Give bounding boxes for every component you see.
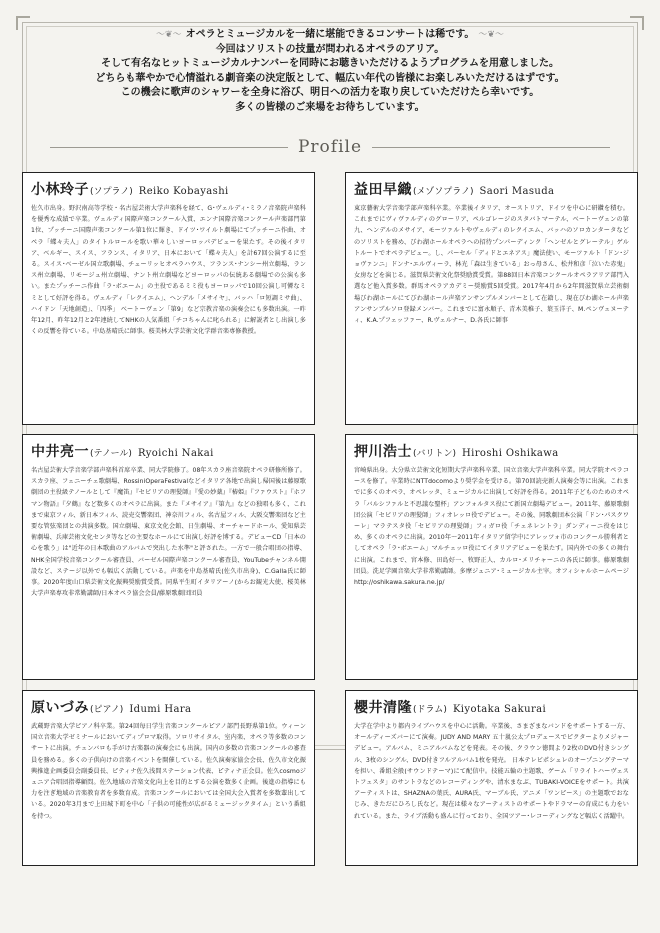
artist-roman-name: Ryoichi Nakai — [137, 448, 214, 459]
artist-card — [22, 434, 315, 680]
artist-part: (メゾソプラノ) — [413, 187, 474, 197]
artist-roman-name: Idumi Hara — [129, 704, 192, 715]
artist-bio: 宮崎県出身。大分県立芸術文化短期大学声楽科卒業、国立音楽大学声楽科卒業。同大学院オペラコースを修了。卒業時にNTTdocomoより奨学金を受ける。第70回読売新人演奏会等に出演。これまでに多くのオペラ、オペレッタ、ミュージカルに出演して好評を得る。2011年子どものためのオペラ「バルシファルと不思議な聖杯」アンフォルタス役にて新国立劇場デビュー。2011年、藤原歌劇団公演「セビリアの理髪師」フィオレッロ役でデビュー。その後、同歌劇団本公演「ドン･パスクワーレ」マラテスタ役「セビリアの理髪師」フィガロ役「チェネレントラ」ダンディーニ役をはじめ、多くのオペラに出演。2010年〜2011年イタリア留学中にアレッツォ市のコンクール勝利者としてオペラ「ラ･ボエーム」マルチェッロ役にてイタリアデビューを果たす。国内外での多くの舞台に出演。これまで、宮本修、田島好一、牧野正人、カルロ･メリチャーニの各氏に師事。藤原歌劇団員。洗足学園音楽大学非常勤講師。多摩ジュニア･ミュージカル主宰。オフィシャルホームページhttp://oshikawa.sakura.ne.jp/ — [354, 467, 629, 587]
artist-card — [22, 690, 315, 866]
corner-ornament — [630, 16, 644, 30]
artist-name: 原いづみ — [31, 700, 89, 716]
corner-ornament — [16, 16, 30, 30]
flourish-icon: 〜❦〜 — [478, 30, 504, 40]
intro-line: どちらも華やかで心情溢れる劇音楽の決定版として、幅広い年代の皆様にお楽しみいただけるはずです。 — [95, 72, 565, 84]
artist-part: (ピアノ) — [90, 705, 124, 715]
artist-bio: 武蔵野音楽大学ピアノ科卒業。第24回毎日学生音楽コンクールピアノ部門長野県第1位。ウィーン国立音楽大学ゼミナールにおいてディプロマ取得。ソロリサイタル、室内楽、オペラ等多数のコンサートに出演。チェンバロも手がけ古楽器の演奏会にも出演。国内の多数の音楽コンクールの審査員を務める。多くの子供向けの音楽イベントを開催している。佐久演奏家協会会長、佐久市文化振興推進企画委員会副委員長、ピティナ佐久浅間ステーション代表、ピティナ正会員。佐久cosmoジュニア合唱団指導顧問。佐久地域の音楽文化向上を目的とする公演を数多く企画。後進の指導にも力を注ぎ地域の音楽教育者を多数育成。音楽コンクールにおいては全国大会入賞者を多数輩出している。2020年3月まで上田城下町を中心「子供の可能性が広がるミュージックタイム」という番組を持つ。 — [31, 723, 306, 820]
footer — [24, 874, 644, 933]
artist-part: (ドラム) — [413, 705, 447, 715]
artist-part: (ソプラノ) — [90, 187, 133, 197]
artist-bio: 大学在学中より都内ライブハウスを中心に活動。卒業後、さまざまなバンドをサポートする一方、オールディーズバーにて演奏。JUDY AND MARY 五十嵐公太プロデュースでピクターよりメジャーデビュー。アルバム、ミニアルバムなどを発表。その後、クラウン徳間より2枚のDVD付きシングル、3枚のシングル、DVD付きフルアルバム1枚を発売。 日本テレビポシュレのオープニングテーマを担い、番組全般(サウンドテーマ)にて配信中。技能五輪の主題歌、ゲーム「リライトハーヴェストフェスタ」のサントラなどのレコーディングや、清水まなぶ、TUBAKI-VOICEをサポート。共演アーティストは、SHAZNAの葉氏、AURA氏、マーブル氏、アニメ「ワンピース」の主題歌でおなじみ、きただにひろし氏など。現在は様々なアーティストのサポートやドラマーの育成にも力をいれている。また、ライブ活動も盛んに行っており、全国ツアー･レコーディングなど幅広く活躍中。 — [354, 723, 629, 820]
artist-roman-name: Reiko Kobayashi — [138, 186, 229, 197]
divider — [372, 147, 610, 148]
artist-card — [345, 434, 638, 680]
artist-card — [22, 172, 315, 425]
artist-card — [345, 690, 638, 866]
artist-bio: 佐久市出身。野沢南高等学校・名古屋芸術大学声楽科を経て、G･ヴェルディ･ミラノ音楽院声楽科を優秀な成績で卒業。ヴェルディ国際声楽コンクール入賞、エンナ国際音楽コンクール声楽部門第1位、プッチーニ国際声楽コンクール第1位に輝き、ドイツ･ワイルト劇場にてプッチーニ作曲、オペラ「蝶々夫人」のタイトルロールを歌い華々しいヨーロッパデビューを果たす。その後イタリア、ベルギー、スイス、フランス、イタリア、日本において「蝶々夫人」を計67回公演するに至る。スイス･ベーゼル国立歌劇場、チューリッヒオペラハウス、フランス･ナンシー州立劇場、ランス州立劇場、リモージュ州立劇場、ナント州立劇場などヨーロッパの伝統ある劇場での公演も多い。またプッチーニ作曲「ラ･ボエーム」の主役であるミミ役もヨーロッパで10回公演し可憐なミミとして好評を得る。ヴェルディ「レクイエム」、ヘンデル「メサイヤ」、バッハ「ロ短調ミサ曲」、ハイドン「天地創造」、「四季」 ベートーヴェン「第9」など宗教音楽の演奏会にも多数出演。一昨年12月、昨年12月と2年連続してNHKの人気番組「チコちゃんに叱られる」に解説者とし出演し多くの反響を得ている。中島基晴氏に師事。桜美林大学芸術文化学群音楽専修教授。 — [31, 205, 306, 336]
artist-part: (バリトン) — [413, 449, 457, 459]
artist-roman-name: Kiyotaka Sakurai — [452, 704, 547, 715]
artist-card — [345, 172, 638, 425]
intro-line: オペラとミュージカルを一緒に堪能できるコンサートは稀です。 — [185, 29, 475, 40]
flourish-icon: 〜❦〜 — [156, 30, 182, 40]
artist-name: 櫻井清隆 — [354, 700, 412, 716]
artist-bio: 名古屋芸術大学音楽学部声楽科首席卒業、同大学院修了。08年スカラ座音楽院オペラ研修所修了。スカラ座、フェニーチェ歌劇場、RossiniOperaFestivalなどイタリア各地で出演し帰国後は藤原歌劇団の主役級テノールとして『魔笛』『セビリアの理髪師』『愛の妙薬』『椿姫』『ファウスト』『ホフマン物語』『夕鶴』など数多くのオペラに出演。また『メサイア』『第九』などの独唱も多く、これまで東京フィル、新日本フィル、読売交響楽団、神奈川フィル、名古屋フィル、大阪交響楽団など主要な管弦楽団との共演多数。国立劇場、東京文化会館、日生劇場、オーチャードホール、愛知県芸術劇場、兵庫芸術文化センタ等などの主要なホールにて出演し好評を博する。デビューCD「日本の心を歌う」は"近年の日本歌曲のアルバムで突出した水準"と評された。一方で一般合唱団の指導、NHK全国学校音楽コンクール審査員、バーゼル国際声楽コンクール審査員、YouTubeチャンネル開設など、ステージ以外でも幅広く活動している。声楽を中島基晴氏(佐久市出身)、C.Galla氏に師事。2020年度山口県芸術文化振興奨励賞受賞。同県平生町イタリアーノ(からお観光大使、桜美林大学声楽専攻非常勤講師/日本オペラ協会会員/藤原歌劇団団員 — [31, 467, 306, 598]
artist-name: 小林玲子 — [31, 182, 89, 198]
intro-line: 多くの皆様のご来場をお待ちしています。 — [235, 101, 425, 113]
intro-line: そして有名なヒットミュージカルナンバーを同時にお聴きいただけるようプログラムを用意しました。 — [101, 58, 559, 70]
artist-roman-name: Saori Masuda — [479, 186, 555, 197]
artist-name: 押川浩士 — [354, 444, 412, 460]
profile-title: Profile — [297, 137, 363, 157]
artist-bio: 東京藝術大学音楽学部声楽科卒業。卒業後イタリア、オーストリア、ドイツを中心に研鑽を積む。これまでにヴィヴァルディのグローリア、ペルゴレージのスタバトマーテル、ベートーヴェンの第九、ヘンデルのメサイア、モーツァルトやヴェルディのレクイエム、バッハのソロカンタータなどのソリストを務め、びわ湖ホールオペラへの招待プンパーディンク「ヘンゼルとグレーテル」ゲルトルートでオペラデビュー。し、パーセル「ディドとエネアス」魔法使い、モーツァルト「ドン･ジョヴァンニ」ドンナ･エルヴィーラ、林光「森は生きている」おっ母さん、松井和彦「泣いた赤鬼」女房などを演じる。滋賀県芸術文化祭奨励賞受賞。第88回日本音楽コンクールオペラアリア部門入選など他入賞多数。群馬オペラアカデミー奨励賞5回受賞。2017年4月から2年間滋賀県立芸術劇場びわ湖ホールにてびわ湖ホール声楽アンサンブルメンバーとして在籍し、現在びわ湖ホール声楽アンサンブルソロ登録メンバー。これまでに富永順子、青木美稚子、葉玉洋子、M.ペンヴェヌーティ、K.A.プフェッファー、R.ヴェルナー、D.各氏に師事 — [354, 205, 629, 325]
intro-line: この機会に歌声のシャワーを全身に浴び、明日への活力を取り戻していただけたら幸いです。 — [120, 87, 540, 99]
artist-part: (テノール) — [90, 449, 132, 459]
intro-line: 今回はソリストの技量が問われるオペラのアリア。 — [215, 43, 445, 55]
intro-text — [40, 28, 620, 116]
profile-heading — [40, 135, 620, 159]
artist-name: 益田早織 — [354, 182, 412, 198]
artist-name: 中井亮一 — [31, 444, 89, 460]
artist-roman-name: Hiroshi Oshikawa — [462, 448, 559, 459]
divider — [50, 147, 288, 148]
